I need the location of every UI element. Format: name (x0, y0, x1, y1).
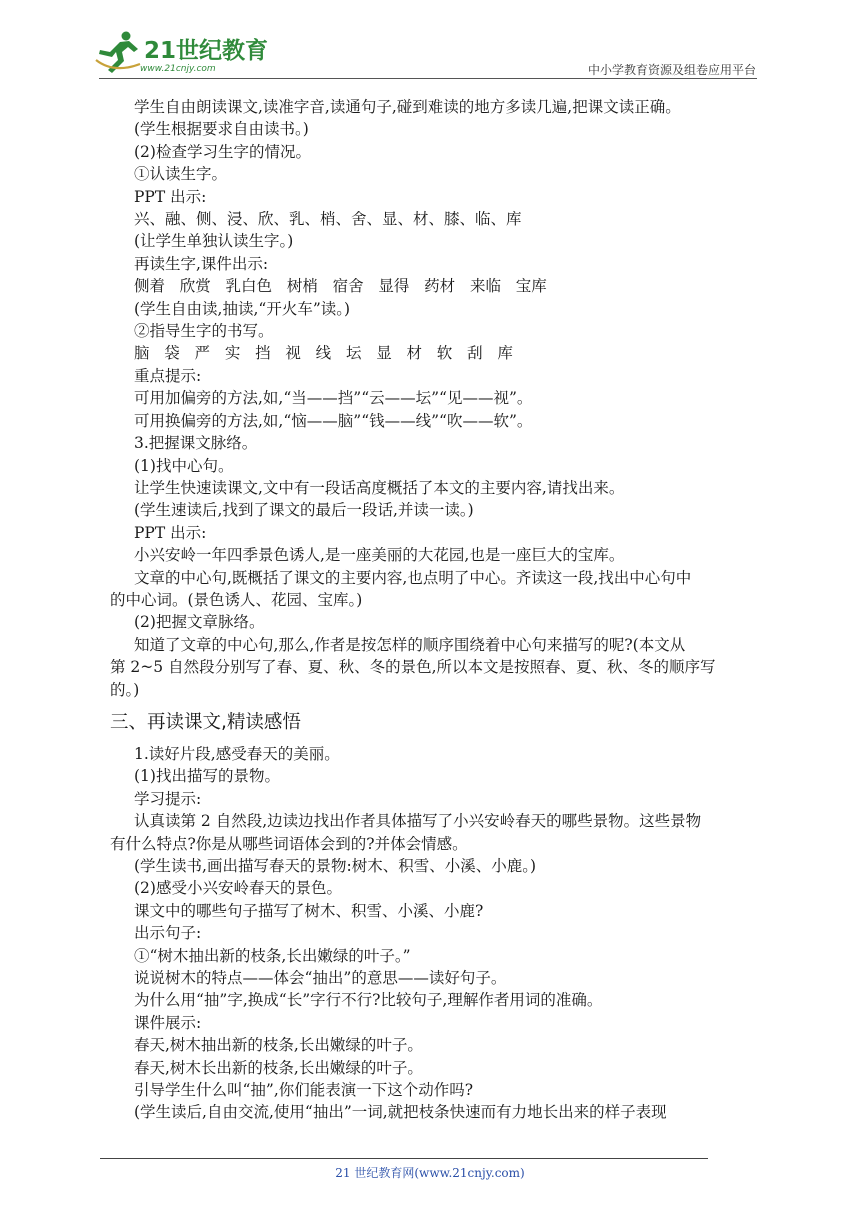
text-line: 春天,树木抽出新的枝条,长出嫩绿的叶子。 (134, 1036, 423, 1055)
text-line: 再读生字,课件出示: (134, 254, 269, 273)
text-line: 的中心词。(景色诱人、花园、宝库。) (110, 590, 363, 609)
text-line: ①“树木抽出新的枝条,长出嫩绿的叶子。” (134, 946, 411, 965)
text-line: 为什么用“抽”字,换成“长”字行不行?比较句子,理解作者用词的准确。 (134, 991, 603, 1010)
text-line: (学生速读后,找到了课文的最后一段话,并读一读。) (134, 501, 474, 520)
text-line: PPT 出示: (134, 523, 207, 542)
text-line: (学生读书,画出描写春天的景物:树木、积雪、小溪、小鹿。) (134, 857, 536, 875)
text-line: (让学生单独认读生字。) (134, 232, 294, 251)
text-line: 说说树木的特点——体会“抽出”的意思——读好句子。 (134, 969, 507, 988)
footer-divider (100, 1158, 708, 1159)
text-line: 引导学生什么叫“抽”,你们能表演一下这个动作吗? (134, 1081, 474, 1100)
header-divider (99, 78, 757, 79)
text-line: 学生自由朗读课文,读准字音,读通句子,碰到难读的地方多读几遍,把课文读正确。 (134, 98, 681, 116)
text-line: 小兴安岭一年四季景色诱人,是一座美丽的大花园,也是一座巨大的宝库。 (134, 546, 625, 565)
text-line: (2)检查学习生字的情况。 (134, 142, 311, 161)
text-line: 兴、融、侧、浸、欣、乳、梢、舍、显、材、膝、临、库 (134, 210, 522, 229)
text-line: (1)找出描写的景物。 (134, 767, 280, 786)
text-line: 认真读第 2 自然段,边读边找出作者具体描写了小兴安岭春天的哪些景物。这些景物 (134, 812, 702, 831)
text-line: 的。) (110, 680, 140, 699)
text-line: (学生自由读,抽读,“开火车”读。) (134, 299, 351, 318)
logo-text: 21世纪教育 (144, 38, 269, 64)
text-line: 文章的中心句,既概括了课文的主要内容,也点明了中心。齐读这一段,找出中心句中 (134, 568, 692, 587)
text-line: 课件展示: (134, 1013, 202, 1032)
site-logo (94, 30, 269, 78)
text-line: 有什么特点?你是从哪些词语体会到的?并体会情感。 (110, 834, 468, 853)
text-line: 让学生快速读课文,文中有一段话高度概括了本文的主要内容,请找出来。 (134, 478, 625, 497)
runner-logo-icon (94, 30, 144, 76)
text-line: (1)找中心句。 (134, 456, 234, 475)
text-line: 春天,树木长出新的枝条,长出嫩绿的叶子。 (134, 1058, 423, 1077)
text-line: ①认读生字。 (134, 165, 228, 184)
section-heading: 三、再读课文,精读感悟 (110, 711, 301, 733)
header-platform-text: 中小学教育资源及组卷应用平台 (587, 63, 756, 77)
logo-url: www.21cnjy.com (140, 64, 216, 74)
text-line: 重点提示: (134, 366, 202, 385)
text-line: 1.读好片段,感受春天的美丽。 (134, 744, 340, 763)
text-line: (学生读后,自由交流,使用“抽出”一词,就把枝条快速而有力地长出来的样子表现 (134, 1103, 667, 1122)
text-line: 知道了文章的中心句,那么,作者是按怎样的顺序围绕着中心句来描写的呢?(本文从 (134, 635, 686, 654)
paragraph-block-1 (110, 96, 766, 701)
text-line: PPT 出示: (134, 187, 207, 206)
text-line: 脑 袋 严 实 挡 视 线 坛 显 材 软 刮 库 (134, 344, 513, 363)
text-line: (2)感受小兴安岭春天的景色。 (134, 879, 342, 898)
text-line: 可用加偏旁的方法,如,“当——挡”“云——坛”“见——视”。 (134, 389, 533, 408)
page-header (0, 0, 860, 80)
paragraph-block-2 (110, 743, 766, 1124)
document-body (110, 96, 766, 1124)
text-line: (2)把握文章脉络。 (134, 613, 265, 632)
text-line: 学习提示: (134, 789, 202, 808)
text-line: 可用换偏旁的方法,如,“恼——脑”“钱——线”“吹——软”。 (134, 411, 533, 430)
text-line: 3.把握课文脉络。 (134, 434, 258, 453)
text-line: 出示句子: (134, 924, 202, 943)
text-line: 课文中的哪些句子描写了树木、积雪、小溪、小鹿? (134, 901, 484, 920)
text-line: ②指导生字的书写。 (134, 322, 274, 341)
text-line: 侧着 欣赏 乳白色 树梢 宿舍 显得 药材 来临 宝库 (134, 277, 547, 296)
text-line: (学生根据要求自由读书。) (134, 120, 309, 139)
footer-text: 21 世纪教育网(www.21cnjy.com) (335, 1166, 525, 1180)
text-line: 第 2~5 自然段分别写了春、夏、秋、冬的景色,所以本文是按照春、夏、秋、冬的顺序写 (110, 658, 716, 677)
